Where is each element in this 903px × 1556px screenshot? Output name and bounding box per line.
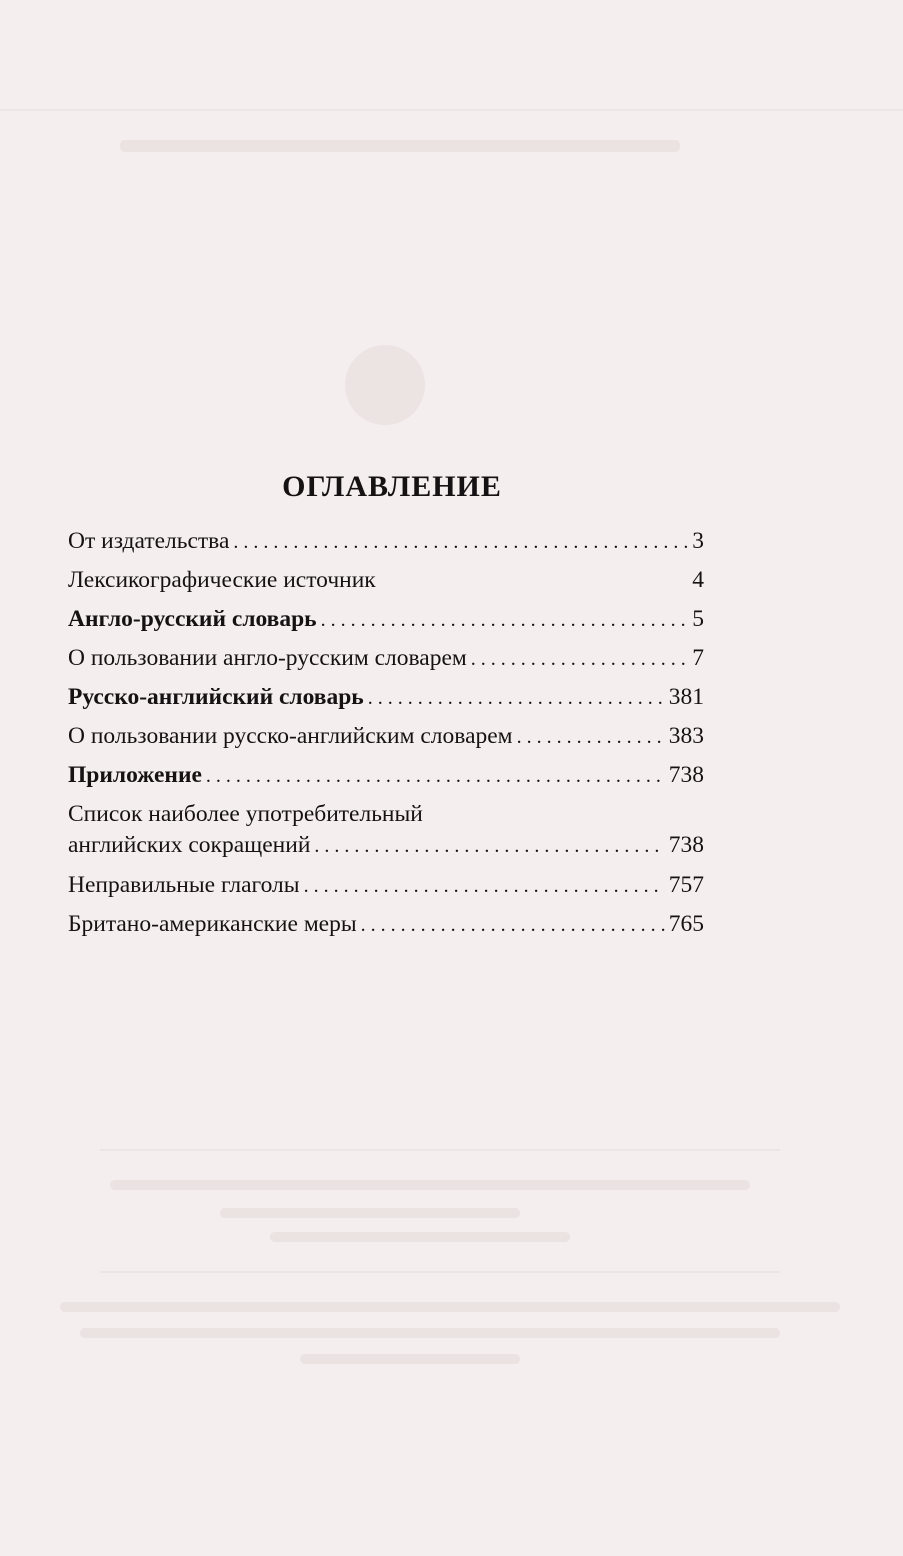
- toc-leader-dots: [321, 605, 689, 636]
- toc-leader-dots: [304, 871, 665, 902]
- toc-entry-page: 7: [692, 645, 704, 671]
- toc-entry: [68, 643, 704, 682]
- toc-leader-dots: [368, 683, 665, 714]
- toc-entry-page: 757: [668, 872, 704, 898]
- toc-entry-label: Лексикографические источник: [68, 567, 376, 593]
- toc-entry-page: 5: [692, 606, 704, 632]
- toc-entry-label: Неправильные глаголы: [68, 872, 300, 898]
- toc-entry-section: [68, 604, 704, 643]
- toc-entry: [68, 909, 704, 948]
- toc-leader-dots: [233, 527, 688, 558]
- table-of-contents: [68, 470, 704, 948]
- toc-entry-page: 4: [692, 567, 704, 593]
- toc-entry: [68, 799, 704, 862]
- toc-entry-section: [68, 682, 704, 721]
- toc-leader-dots: [206, 761, 665, 792]
- toc-entry-page: 738: [668, 832, 704, 858]
- toc-leader-dots: [517, 722, 665, 753]
- toc-entry-page: 765: [668, 911, 704, 937]
- toc-entry-label-continued: английских сокращений: [68, 832, 311, 858]
- faint-emblem: [345, 345, 425, 425]
- toc-entry-page: 3: [692, 528, 704, 554]
- toc-leader-dots: [471, 644, 689, 675]
- toc-entry-section: [68, 760, 704, 799]
- toc-entry-page: 381: [668, 684, 704, 710]
- toc-entry-label: Русско-английский словарь: [68, 684, 364, 710]
- toc-entry-line2: [68, 830, 704, 862]
- toc-entry: [68, 721, 704, 760]
- toc-entry: [68, 565, 704, 604]
- toc-entry-label: Англо-русский словарь: [68, 606, 317, 632]
- toc-leader-dots: [361, 910, 665, 941]
- toc-entry-label: О пользовании англо-русским словарем: [68, 645, 467, 671]
- toc-entry-label: Список наиболее употребительный: [68, 801, 423, 827]
- toc-entry-label: Британо-американские меры: [68, 911, 357, 937]
- toc-entry: [68, 526, 704, 565]
- toc-entry: [68, 870, 704, 909]
- toc-entry-label: О пользовании русско-английским словарем: [68, 723, 513, 749]
- toc-entry-page: 383: [668, 723, 704, 749]
- toc-entry-label: Приложение: [68, 762, 202, 788]
- toc-entry-page: 738: [668, 762, 704, 788]
- toc-entry-label: От издательства: [68, 528, 230, 554]
- toc-title: ОГЛАВЛЕНИЕ: [282, 470, 502, 503]
- toc-leader-dots: [314, 831, 664, 862]
